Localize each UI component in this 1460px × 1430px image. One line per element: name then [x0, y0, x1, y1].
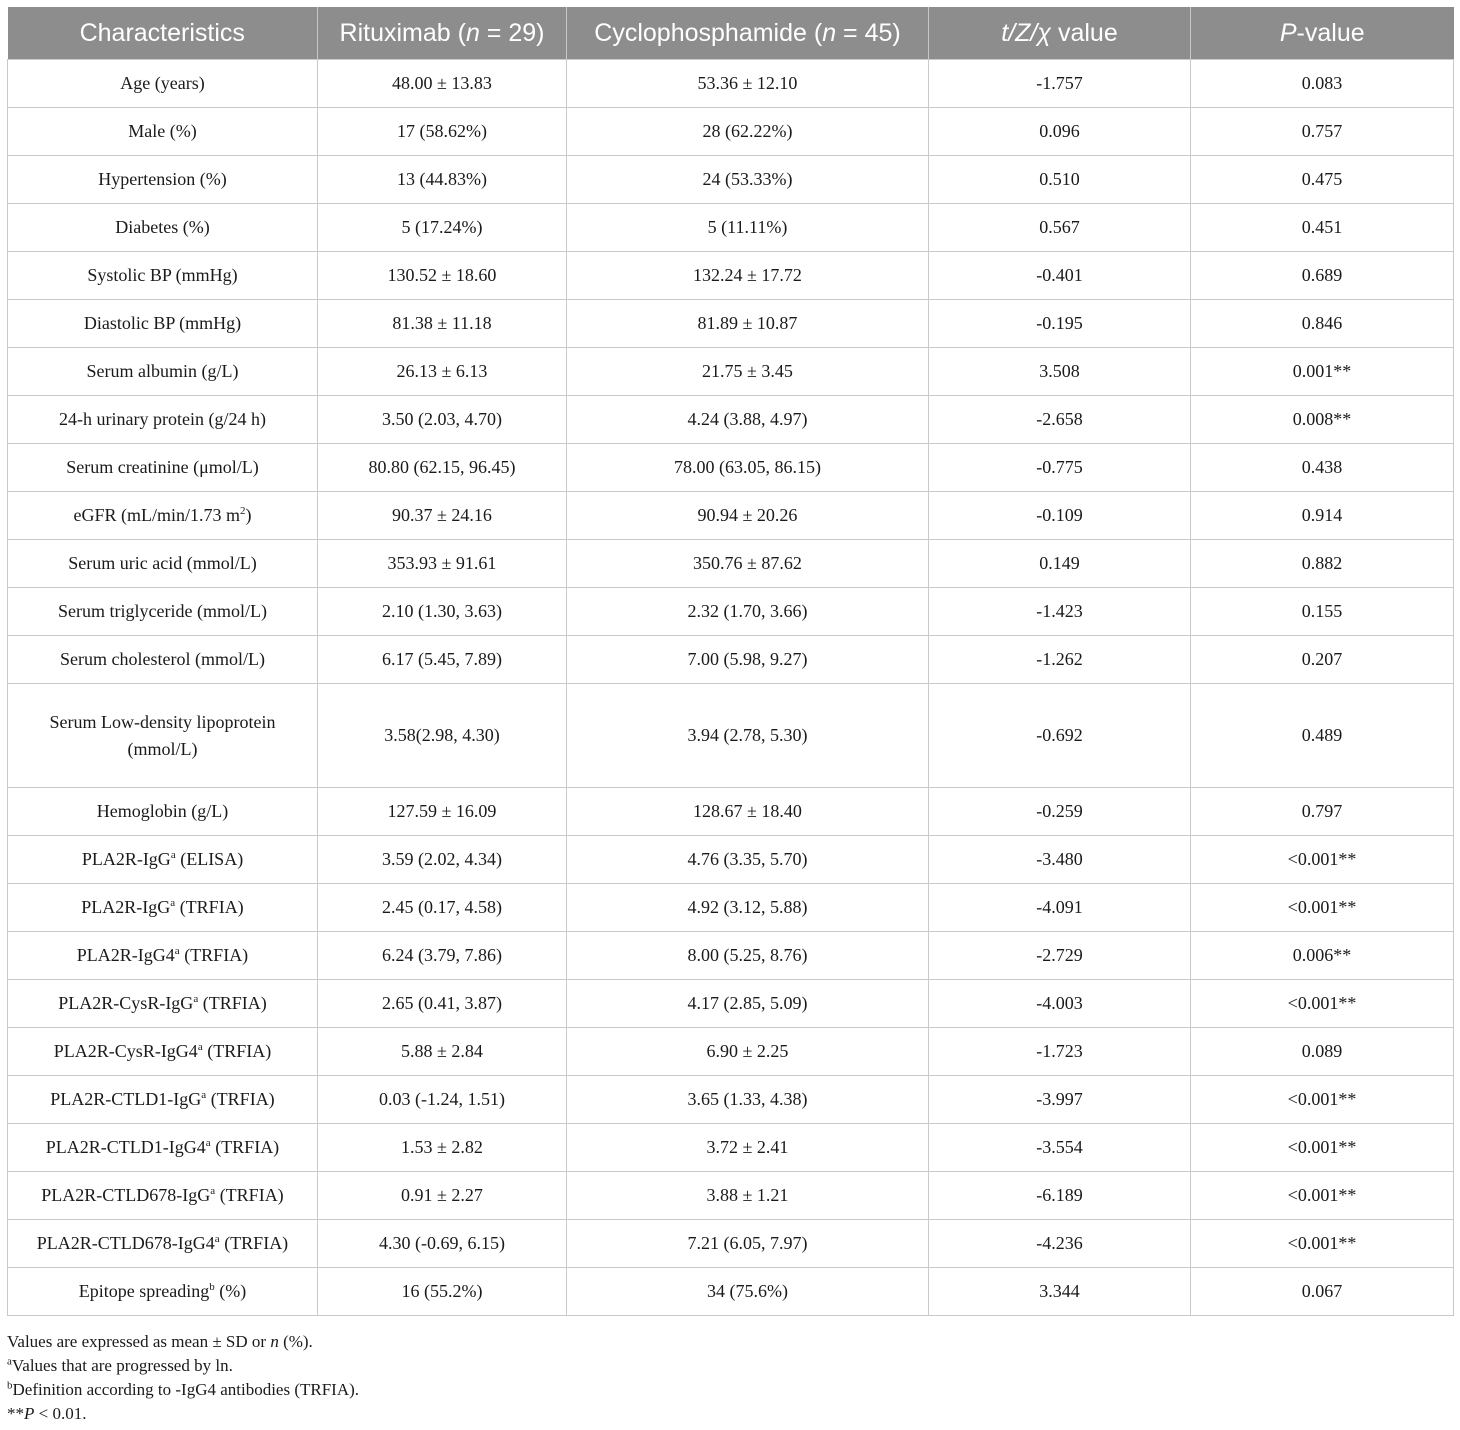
cell-characteristic [8, 1220, 318, 1268]
cell-cyclophosphamide: 6.90 ± 2.25 [567, 1028, 929, 1076]
cell-characteristic [8, 300, 318, 348]
header-italic-text: n [465, 18, 480, 47]
table-row [8, 588, 1454, 636]
footnote-marker: b [209, 1281, 215, 1293]
table-row [8, 788, 1454, 836]
cell-characteristic [8, 444, 318, 492]
footnote-marker: a [205, 1137, 211, 1149]
footnote-italic: n [270, 1332, 279, 1351]
cell-statistic: 0.510 [929, 156, 1191, 204]
characteristic-label: Diastolic BP (mmHg) [83, 313, 242, 333]
characteristic-label: eGFR (mL/min/1.73 m [73, 505, 240, 525]
characteristic-label: PLA2R-IgG [81, 849, 171, 869]
cell-rituximab: 3.59 (2.02, 4.34) [318, 836, 567, 884]
cell-p-value: 0.001** [1191, 348, 1454, 396]
baseline-characteristics-table-container [7, 7, 1453, 1316]
characteristic-label-suffix: (TRFIA) [210, 1137, 280, 1157]
characteristic-label: Hemoglobin (g/L) [96, 801, 229, 821]
cell-rituximab: 26.13 ± 6.13 [318, 348, 567, 396]
cell-statistic: -0.109 [929, 492, 1191, 540]
header-p-value [1191, 7, 1454, 60]
cell-cyclophosphamide: 90.94 ± 20.26 [567, 492, 929, 540]
characteristic-label: PLA2R-CysR-IgG4 [53, 1041, 198, 1061]
table-row [8, 156, 1454, 204]
cell-p-value: 0.475 [1191, 156, 1454, 204]
cell-p-value: 0.438 [1191, 444, 1454, 492]
cell-p-value: 0.067 [1191, 1268, 1454, 1316]
table-row [8, 348, 1454, 396]
footnote-marker: b [7, 1379, 13, 1392]
cell-characteristic [8, 1268, 318, 1316]
footnote-marker: a [7, 1355, 12, 1368]
table-row [8, 684, 1454, 788]
cell-cyclophosphamide: 7.00 (5.98, 9.27) [567, 636, 929, 684]
characteristic-label-suffix: (TRFIA) [198, 993, 267, 1013]
cell-statistic: 3.344 [929, 1268, 1191, 1316]
cell-statistic: 0.149 [929, 540, 1191, 588]
header-text-suffix: value [1051, 18, 1118, 47]
cell-statistic: -1.757 [929, 60, 1191, 108]
table-row [8, 932, 1454, 980]
cell-rituximab: 80.80 (62.15, 96.45) [318, 444, 567, 492]
cell-cyclophosphamide: 3.88 ± 1.21 [567, 1172, 929, 1220]
footnote-marker: a [214, 1233, 220, 1245]
cell-statistic: 0.567 [929, 204, 1191, 252]
cell-rituximab: 127.59 ± 16.09 [318, 788, 567, 836]
characteristic-label: Hypertension (%) [98, 169, 227, 189]
footnote-marker: a [193, 993, 199, 1005]
cell-statistic: -0.401 [929, 252, 1191, 300]
cell-characteristic [8, 1076, 318, 1124]
characteristic-label-suffix: (TRFIA) [206, 1089, 275, 1109]
cell-statistic: -0.195 [929, 300, 1191, 348]
table-row [8, 836, 1454, 884]
characteristic-label: PLA2R-IgG [81, 897, 171, 917]
cell-statistic: -2.729 [929, 932, 1191, 980]
footnote-italic: P [24, 1404, 35, 1423]
header-italic-text: t/Z/χ [1001, 18, 1052, 47]
cell-statistic: -3.997 [929, 1076, 1191, 1124]
footnote-text-suffix: (%). [278, 1332, 313, 1351]
cell-characteristic [8, 204, 318, 252]
cell-statistic: -0.692 [929, 684, 1191, 788]
cell-characteristic [8, 396, 318, 444]
footnote-text: Definition according to -IgG4 antibodies (TRFIA). [12, 1380, 360, 1399]
cell-cyclophosphamide: 4.17 (2.85, 5.09) [567, 980, 929, 1028]
cell-rituximab: 0.91 ± 2.27 [318, 1172, 567, 1220]
cell-rituximab: 17 (58.62%) [318, 108, 567, 156]
cell-statistic: -4.003 [929, 980, 1191, 1028]
cell-rituximab: 6.17 (5.45, 7.89) [318, 636, 567, 684]
footnote-marker: a [201, 1089, 207, 1101]
cell-statistic: -3.554 [929, 1124, 1191, 1172]
cell-characteristic [8, 60, 318, 108]
cell-cyclophosphamide: 350.76 ± 87.62 [567, 540, 929, 588]
header-text: Characteristics [79, 18, 245, 47]
characteristic-label: Serum uric acid (mmol/L) [68, 553, 257, 573]
cell-characteristic [8, 540, 318, 588]
characteristic-label: Serum triglyceride (mmol/L) [58, 601, 267, 621]
cell-statistic: -0.259 [929, 788, 1191, 836]
cell-characteristic [8, 492, 318, 540]
cell-characteristic [8, 980, 318, 1028]
cell-cyclophosphamide: 5 (11.11%) [567, 204, 929, 252]
cell-cyclophosphamide: 53.36 ± 12.10 [567, 60, 929, 108]
cell-p-value: 0.008** [1191, 396, 1454, 444]
characteristic-label: Male (%) [128, 121, 197, 141]
characteristic-label: Diabetes (%) [115, 217, 210, 237]
cell-cyclophosphamide: 3.94 (2.78, 5.30) [567, 684, 929, 788]
table-row [8, 60, 1454, 108]
cell-cyclophosphamide: 34 (75.6%) [567, 1268, 929, 1316]
characteristic-label: PLA2R-CTLD1-IgG [50, 1089, 202, 1109]
cell-characteristic [8, 348, 318, 396]
cell-cyclophosphamide: 28 (62.22%) [567, 108, 929, 156]
cell-p-value: <0.001** [1191, 1076, 1454, 1124]
table-row [8, 1028, 1454, 1076]
cell-cyclophosphamide: 132.24 ± 17.72 [567, 252, 929, 300]
cell-statistic: -6.189 [929, 1172, 1191, 1220]
characteristic-label: PLA2R-CysR-IgG [58, 993, 194, 1013]
cell-characteristic [8, 156, 318, 204]
cell-p-value: <0.001** [1191, 980, 1454, 1028]
cell-cyclophosphamide: 21.75 ± 3.45 [567, 348, 929, 396]
characteristic-label-suffix: (TRFIA) [202, 1041, 272, 1061]
cell-cyclophosphamide: 2.32 (1.70, 3.66) [567, 588, 929, 636]
cell-cyclophosphamide: 78.00 (63.05, 86.15) [567, 444, 929, 492]
table-row [8, 1220, 1454, 1268]
table-row [8, 1124, 1454, 1172]
characteristic-label: PLA2R-CTLD1-IgG4 [45, 1137, 206, 1157]
characteristic-label: Serum Low-density lipoprotein (mmol/L) [49, 711, 276, 759]
cell-rituximab: 130.52 ± 18.60 [318, 252, 567, 300]
cell-statistic: -1.262 [929, 636, 1191, 684]
characteristic-label-suffix: (TRFIA) [215, 1185, 284, 1205]
cell-characteristic [8, 1028, 318, 1076]
table-row [8, 444, 1454, 492]
table-row [8, 492, 1454, 540]
cell-statistic: -3.480 [929, 836, 1191, 884]
table-footnotes [7, 1330, 359, 1426]
footnote-text: Values that are progressed by ln. [11, 1356, 233, 1375]
cell-characteristic [8, 836, 318, 884]
cell-statistic: 0.096 [929, 108, 1191, 156]
cell-rituximab: 5.88 ± 2.84 [318, 1028, 567, 1076]
table-row [8, 636, 1454, 684]
header-text-suffix: = 29) [479, 18, 545, 47]
table-row [8, 1076, 1454, 1124]
characteristic-label-suffix: (%) [214, 1281, 247, 1301]
cell-cyclophosphamide: 3.72 ± 2.41 [567, 1124, 929, 1172]
cell-statistic: -1.723 [929, 1028, 1191, 1076]
cell-rituximab: 90.37 ± 24.16 [318, 492, 567, 540]
cell-p-value: 0.689 [1191, 252, 1454, 300]
cell-statistic: 3.508 [929, 348, 1191, 396]
characteristic-label-suffix: (TRFIA) [219, 1233, 289, 1253]
footnote-text: Values are expressed as mean ± SD or [7, 1332, 271, 1351]
cell-cyclophosphamide: 128.67 ± 18.40 [567, 788, 929, 836]
header-text-suffix: = 45) [836, 18, 901, 47]
cell-cyclophosphamide: 7.21 (6.05, 7.97) [567, 1220, 929, 1268]
header-italic-text: P [1279, 18, 1297, 47]
cell-characteristic [8, 684, 318, 788]
cell-p-value: 0.155 [1191, 588, 1454, 636]
characteristic-label-suffix: (ELISA) [175, 849, 244, 869]
footnote-text: ** [7, 1404, 24, 1423]
cell-rituximab: 0.03 (-1.24, 1.51) [318, 1076, 567, 1124]
cell-characteristic [8, 788, 318, 836]
characteristic-label: PLA2R-CTLD678-IgG [41, 1185, 211, 1205]
cell-rituximab: 81.38 ± 11.18 [318, 300, 567, 348]
footnote-marker: a [170, 849, 176, 861]
characteristic-label: 24-h urinary protein (g/24 h) [59, 409, 266, 429]
cell-characteristic [8, 1124, 318, 1172]
cell-rituximab: 16 (55.2%) [318, 1268, 567, 1316]
cell-statistic: -4.236 [929, 1220, 1191, 1268]
characteristic-label: Serum cholesterol (mmol/L) [60, 649, 265, 669]
cell-rituximab: 13 (44.83%) [318, 156, 567, 204]
cell-p-value: 0.089 [1191, 1028, 1454, 1076]
header-cyclophosphamide [567, 7, 929, 60]
table-row [8, 108, 1454, 156]
characteristic-label: Epitope spreading [78, 1281, 210, 1301]
cell-characteristic [8, 588, 318, 636]
cell-p-value: 0.489 [1191, 684, 1454, 788]
cell-rituximab: 2.45 (0.17, 4.58) [318, 884, 567, 932]
cell-rituximab: 3.58(2.98, 4.30) [318, 684, 567, 788]
table-row [8, 300, 1454, 348]
characteristic-label: PLA2R-IgG4 [76, 945, 175, 965]
cell-p-value: <0.001** [1191, 836, 1454, 884]
cell-statistic: -1.423 [929, 588, 1191, 636]
cell-p-value: <0.001** [1191, 1124, 1454, 1172]
cell-characteristic [8, 108, 318, 156]
table-body [8, 60, 1454, 1316]
characteristic-label: Serum creatinine (μmol/L) [66, 457, 259, 477]
cell-p-value: 0.083 [1191, 60, 1454, 108]
cell-cyclophosphamide: 8.00 (5.25, 8.76) [567, 932, 929, 980]
cell-rituximab: 2.65 (0.41, 3.87) [318, 980, 567, 1028]
cell-p-value: <0.001** [1191, 1172, 1454, 1220]
footnote-line [7, 1378, 359, 1402]
characteristic-label-suffix: (TRFIA) [175, 897, 244, 917]
cell-cyclophosphamide: 4.76 (3.35, 5.70) [567, 836, 929, 884]
cell-cyclophosphamide: 3.65 (1.33, 4.38) [567, 1076, 929, 1124]
cell-p-value: <0.001** [1191, 1220, 1454, 1268]
cell-rituximab: 353.93 ± 91.61 [318, 540, 567, 588]
header-text: Rituximab ( [339, 18, 466, 47]
cell-cyclophosphamide: 4.24 (3.88, 4.97) [567, 396, 929, 444]
cell-statistic: -4.091 [929, 884, 1191, 932]
cell-cyclophosphamide: 4.92 (3.12, 5.88) [567, 884, 929, 932]
cell-statistic: -0.775 [929, 444, 1191, 492]
header-rituximab [318, 7, 567, 60]
cell-p-value: 0.882 [1191, 540, 1454, 588]
characteristic-label-suffix: ) [245, 505, 252, 525]
cell-rituximab: 5 (17.24%) [318, 204, 567, 252]
cell-rituximab: 48.00 ± 13.83 [318, 60, 567, 108]
cell-p-value: 0.914 [1191, 492, 1454, 540]
characteristic-label-suffix: (TRFIA) [179, 945, 249, 965]
characteristic-label: Age (years) [120, 73, 205, 93]
footnote-line [7, 1354, 359, 1378]
table-header-row [8, 7, 1454, 60]
cell-characteristic [8, 252, 318, 300]
footnote-marker: 2 [240, 505, 246, 517]
cell-p-value: 0.451 [1191, 204, 1454, 252]
cell-rituximab: 1.53 ± 2.82 [318, 1124, 567, 1172]
table-row [8, 1268, 1454, 1316]
table-row [8, 252, 1454, 300]
table-row [8, 884, 1454, 932]
cell-rituximab: 3.50 (2.03, 4.70) [318, 396, 567, 444]
header-text-suffix: -value [1296, 18, 1365, 47]
footnote-line [7, 1330, 359, 1354]
cell-cyclophosphamide: 24 (53.33%) [567, 156, 929, 204]
cell-p-value: 0.797 [1191, 788, 1454, 836]
table-row [8, 540, 1454, 588]
cell-cyclophosphamide: 81.89 ± 10.87 [567, 300, 929, 348]
characteristic-label: Systolic BP (mmHg) [87, 265, 238, 285]
cell-characteristic [8, 884, 318, 932]
cell-rituximab: 2.10 (1.30, 3.63) [318, 588, 567, 636]
cell-characteristic [8, 1172, 318, 1220]
header-italic-text: n [822, 18, 837, 47]
cell-p-value: 0.846 [1191, 300, 1454, 348]
footnote-text-suffix: < 0.01. [34, 1404, 87, 1423]
footnote-marker: a [210, 1185, 216, 1197]
characteristic-label: Serum albumin (g/L) [86, 361, 239, 381]
table-row [8, 204, 1454, 252]
header-statistic [929, 7, 1191, 60]
cell-characteristic [8, 932, 318, 980]
cell-p-value: <0.001** [1191, 884, 1454, 932]
baseline-characteristics-table [7, 7, 1454, 1316]
footnote-line [7, 1402, 359, 1426]
header-characteristics [8, 7, 318, 60]
footnote-marker: a [170, 897, 176, 909]
cell-p-value: 0.757 [1191, 108, 1454, 156]
footnote-marker: a [197, 1041, 203, 1053]
table-row [8, 396, 1454, 444]
cell-p-value: 0.006** [1191, 932, 1454, 980]
table-row [8, 1172, 1454, 1220]
footnote-marker: a [174, 945, 180, 957]
cell-p-value: 0.207 [1191, 636, 1454, 684]
header-text: Cyclophosphamide ( [594, 18, 823, 47]
table-row [8, 980, 1454, 1028]
characteristic-label: PLA2R-CTLD678-IgG4 [36, 1233, 215, 1253]
cell-statistic: -2.658 [929, 396, 1191, 444]
cell-characteristic [8, 636, 318, 684]
cell-rituximab: 4.30 (-0.69, 6.15) [318, 1220, 567, 1268]
cell-rituximab: 6.24 (3.79, 7.86) [318, 932, 567, 980]
